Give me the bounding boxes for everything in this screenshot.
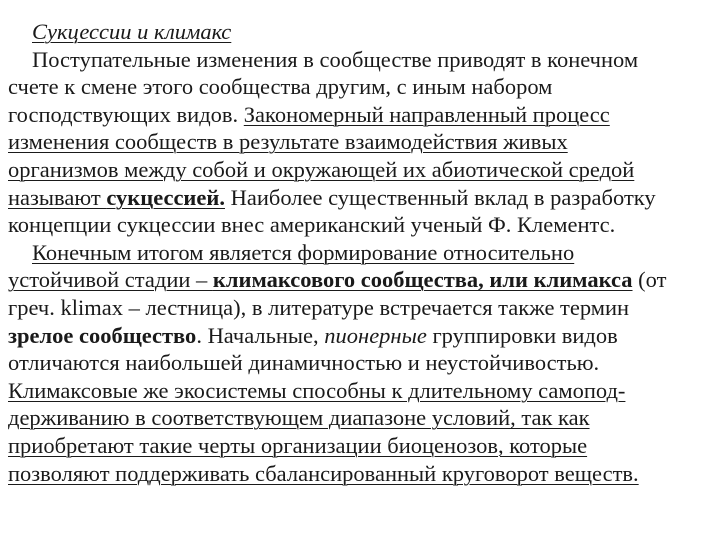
text-segment: приобретают такие черты организации биоценозов, которые xyxy=(8,432,588,458)
text-segment: изменения сообществ в результате взаимодействия живых xyxy=(8,129,568,155)
text-segment: Климаксовые же экосистемы способны к длительному самопод- xyxy=(8,377,626,403)
text-line-10 xyxy=(8,294,720,322)
text-line-11 xyxy=(8,322,720,350)
underlined-segment: устойчивой стадии – xyxy=(8,267,213,293)
text-segment: Конечным итогом является формирование относительно xyxy=(32,239,575,265)
text-line-13 xyxy=(8,377,720,405)
text-segment: Поступательные изменения в сообществе приводят в конечном xyxy=(32,46,639,72)
underlined-segment: Закономерный направленный процесс xyxy=(243,101,610,127)
text-line-16 xyxy=(8,460,720,488)
text-line-2 xyxy=(8,73,720,101)
text-line-7 xyxy=(8,211,720,239)
text-segment: отличаются наибольшей динамичностью и неустойчивостью. xyxy=(8,350,600,376)
term-succession: сукцессией. xyxy=(106,184,225,210)
text-line-4 xyxy=(8,128,720,156)
text-segment: концепции сукцессии внес американский ученый Ф. Клементс. xyxy=(8,212,616,238)
text-line-12 xyxy=(8,349,720,377)
text-segment: Наиболее существенный вклад в разработку xyxy=(224,184,656,210)
text-line-6 xyxy=(8,184,720,212)
text-segment: позволяют поддерживать сбалансированный круговорот веществ. xyxy=(8,460,639,486)
text-segment: группировки видов xyxy=(426,322,618,348)
text-line-15 xyxy=(8,432,720,460)
text-line-1 xyxy=(8,46,720,74)
text-segment: счете к смене этого сообщества другим, с иным набором xyxy=(8,74,553,100)
slide-text-block xyxy=(8,18,720,487)
term-climax-community: климаксового сообщества, или климакса xyxy=(212,267,633,293)
text-segment: . Начальные, xyxy=(196,322,325,348)
text-line-14 xyxy=(8,404,720,432)
text-line-8 xyxy=(8,239,720,267)
section-heading: Сукцессии и климакс xyxy=(32,19,232,44)
underlined-segment: называют xyxy=(8,184,107,210)
text-line-9 xyxy=(8,266,720,294)
text-segment: господствующих видов. xyxy=(8,101,244,127)
term-pioneer: пионерные xyxy=(324,322,427,348)
term-mature-community: зрелое сообщество xyxy=(8,322,197,348)
text-line-5 xyxy=(8,156,720,184)
text-segment: (от xyxy=(632,267,667,293)
text-line-3 xyxy=(8,101,720,129)
text-segment: греч. klimax – лестница), в литературе встречается также термин xyxy=(8,294,630,320)
text-segment: организмов между собой и окружающей их абиотической средой xyxy=(8,156,635,182)
text-segment: держиванию в соответствующем диапазоне условий, так как xyxy=(8,405,590,431)
